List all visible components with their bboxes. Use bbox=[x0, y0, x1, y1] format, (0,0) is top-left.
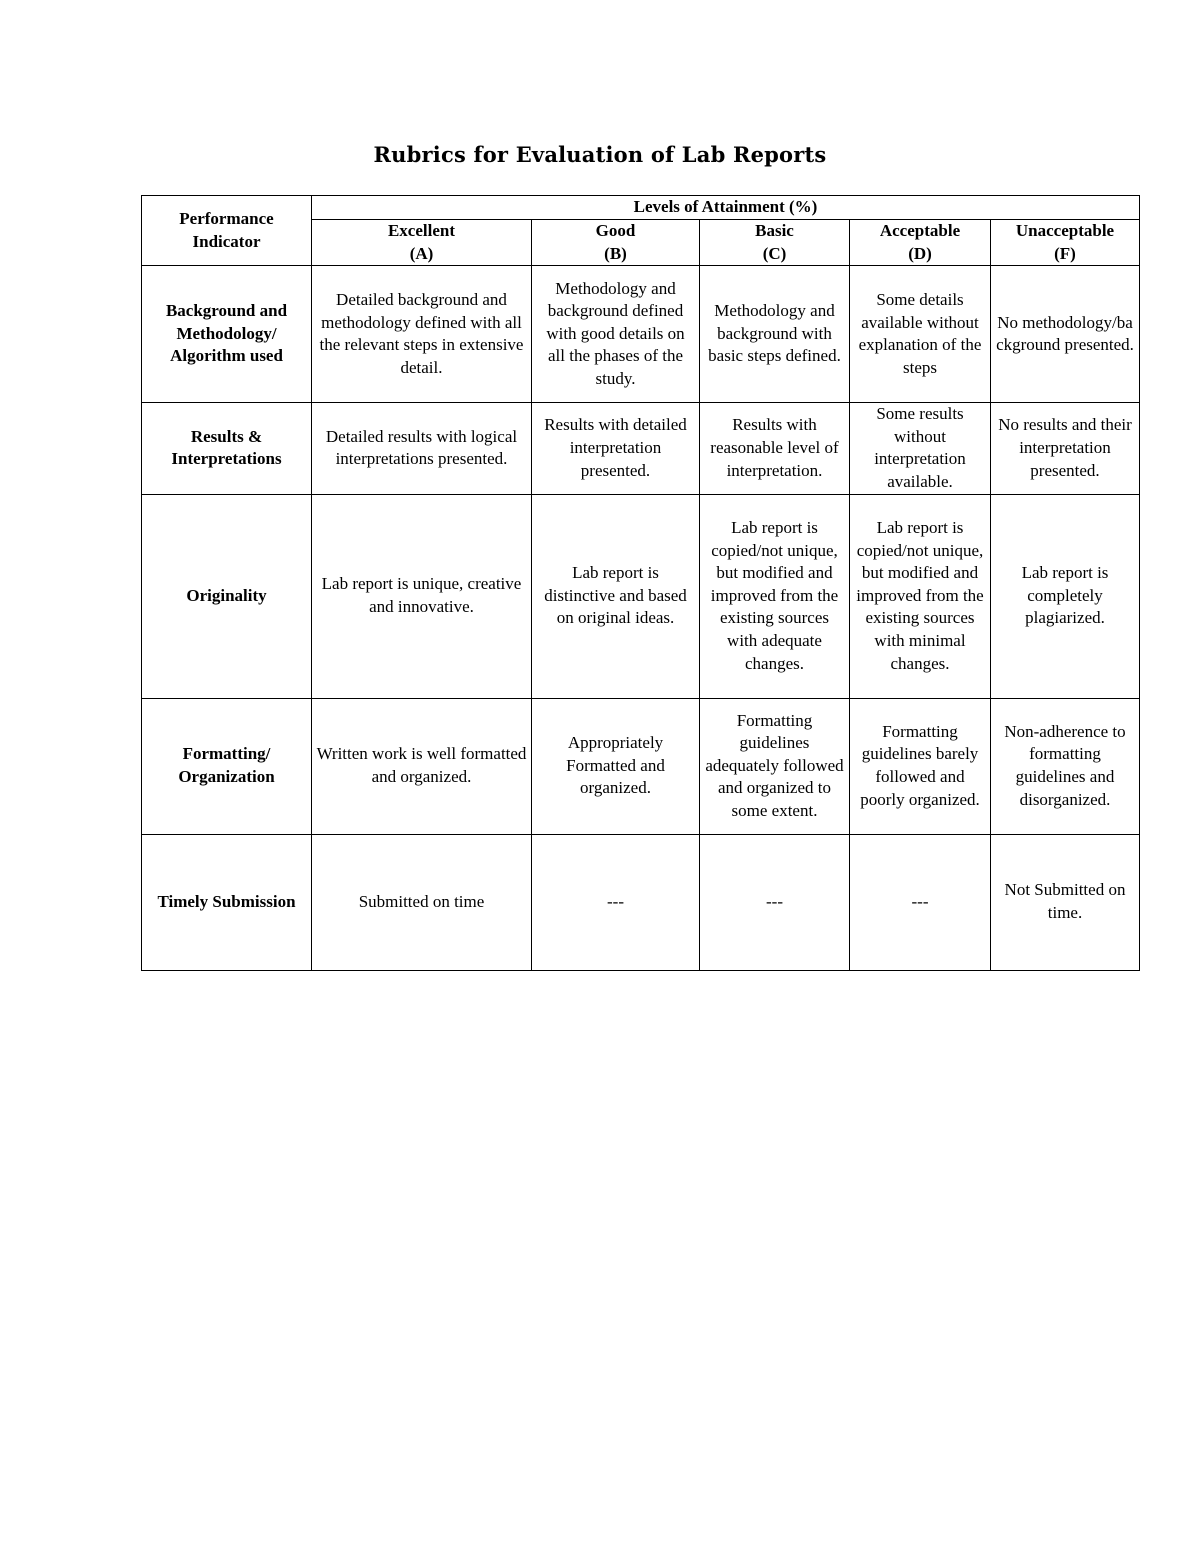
table-cell: Detailed background and methodology defined with all the relevant steps in extensive detail. bbox=[312, 266, 532, 403]
level-header-unacceptable: Unacceptable (F) bbox=[991, 220, 1140, 266]
table-cell: Non-adherence to formatting guidelines and disorganized. bbox=[991, 698, 1140, 834]
level-header-good: Good (B) bbox=[532, 220, 700, 266]
level-header-basic: Basic (C) bbox=[700, 220, 850, 266]
table-cell: Some details available without explanation of the steps bbox=[850, 266, 991, 403]
table-cell: Not Submitted on time. bbox=[991, 834, 1140, 970]
table-cell: --- bbox=[532, 834, 700, 970]
table-cell: Formatting guidelines barely followed and poorly organized. bbox=[850, 698, 991, 834]
level-header-excellent: Excellent (A) bbox=[312, 220, 532, 266]
row-indicator: Originality bbox=[142, 494, 312, 698]
table-cell: Appropriately Formatted and organized. bbox=[532, 698, 700, 834]
table-cell: Lab report is copied/not unique, but modified and improved from the existing sources with minimal changes. bbox=[850, 494, 991, 698]
table-row bbox=[142, 403, 1140, 494]
table-cell: Submitted on time bbox=[312, 834, 532, 970]
row-indicator: Background and Methodology/ Algorithm used bbox=[142, 266, 312, 403]
table-cell: --- bbox=[850, 834, 991, 970]
row-indicator: Timely Submission bbox=[142, 834, 312, 970]
table-row bbox=[142, 266, 1140, 403]
table-row bbox=[142, 494, 1140, 698]
table-cell: No results and their interpretation presented. bbox=[991, 403, 1140, 494]
table-cell: Lab report is unique, creative and innovative. bbox=[312, 494, 532, 698]
table-row bbox=[142, 834, 1140, 970]
levels-of-attainment-header: Levels of Attainment (%) bbox=[312, 196, 1140, 220]
table-cell: Methodology and background with basic steps defined. bbox=[700, 266, 850, 403]
table-cell: Some results without interpretation available. bbox=[850, 403, 991, 494]
table-cell: Lab report is completely plagiarized. bbox=[991, 494, 1140, 698]
row-indicator: Formatting/ Organization bbox=[142, 698, 312, 834]
table-cell: Results with reasonable level of interpretation. bbox=[700, 403, 850, 494]
row-indicator: Results & Interpretations bbox=[142, 403, 312, 494]
document-title: Rubrics for Evaluation of Lab Reports bbox=[373, 142, 827, 167]
level-header-acceptable: Acceptable (D) bbox=[850, 220, 991, 266]
table-cell: No methodology/background presented. bbox=[991, 266, 1140, 403]
header-row-group bbox=[142, 196, 1140, 220]
table-row bbox=[142, 698, 1140, 834]
table-cell: Results with detailed interpretation presented. bbox=[532, 403, 700, 494]
table-cell: --- bbox=[700, 834, 850, 970]
performance-indicator-header: Performance Indicator bbox=[142, 196, 312, 266]
table-cell: Detailed results with logical interpretations presented. bbox=[312, 403, 532, 494]
table-cell: Written work is well formatted and organized. bbox=[312, 698, 532, 834]
table-cell: Lab report is copied/not unique, but modified and improved from the existing sources with adequate changes. bbox=[700, 494, 850, 698]
rubric-table bbox=[141, 195, 1140, 971]
table-cell: Formatting guidelines adequately followed and organized to some extent. bbox=[700, 698, 850, 834]
table-cell: Methodology and background defined with good details on all the phases of the study. bbox=[532, 266, 700, 403]
table-cell: Lab report is distinctive and based on original ideas. bbox=[532, 494, 700, 698]
